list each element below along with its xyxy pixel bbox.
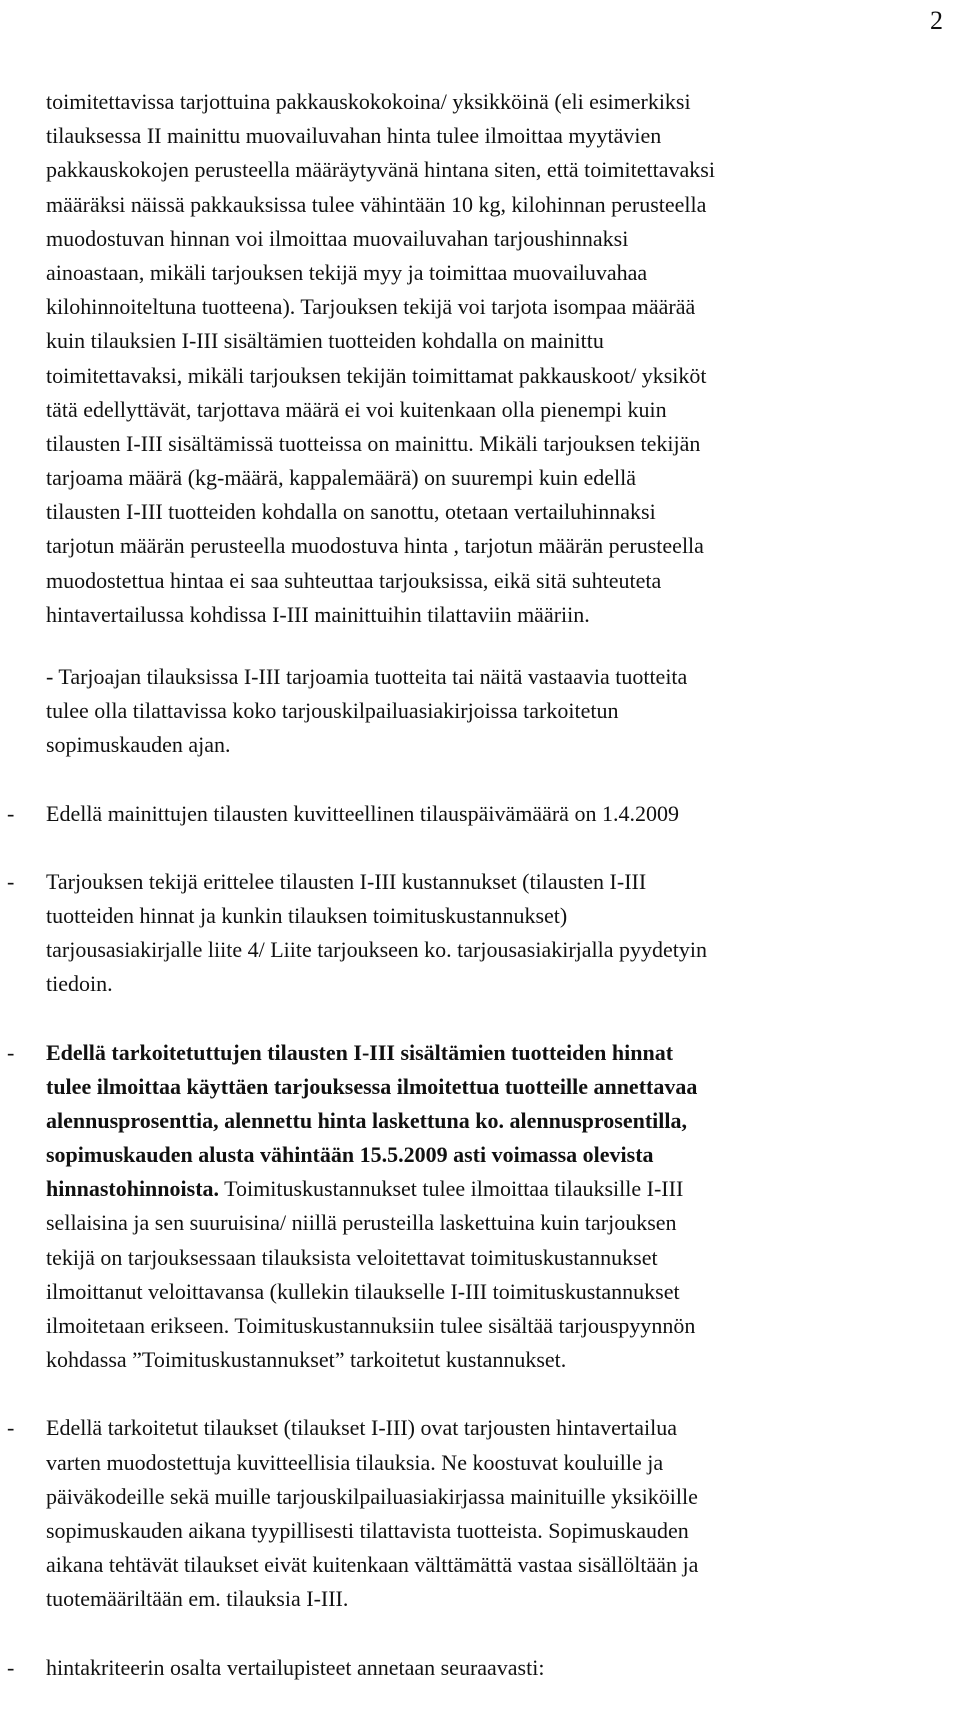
text-line: tarjoama määrä (kg-määrä, kappalemäärä) on suurempi kuin edellä	[46, 465, 637, 491]
text-line: muodostettua hintaa ei saa suhteuttaa tarjouksissa, eikä sitä suhteuteta	[46, 567, 662, 593]
text-line: ainoastaan, mikäli tarjouksen tekijä myy ja toimittaa muovailuvahaa	[46, 259, 648, 285]
text-line: hintavertailussa kohdissa I-III mainittuihin tilattaviin määriin.	[46, 601, 590, 627]
text-line: tarjousasiakirjalle liite 4/ Liite tarjoukseen ko. tarjousasiakirjalla pyydetyin	[46, 937, 708, 963]
bold-text-line: Edellä tarkoitetuttujen tilausten I-III sisältämien tuotteiden hinnat	[46, 1039, 674, 1065]
text-line: hintakriteerin osalta vertailupisteet annetaan seuraavasti:	[46, 1654, 545, 1680]
text-line: kohdassa ”Toimituskustannukset” tarkoitetut kustannukset.	[46, 1347, 567, 1373]
list-item-5	[0, 1651, 960, 1685]
text-line	[46, 1172, 960, 1206]
bold-text-span: hinnastohinnoista.	[46, 1176, 220, 1202]
bold-text-line: tulee ilmoittaa käyttäen tarjouksessa ilmoitettua tuotteille annettavaa	[46, 1073, 698, 1099]
list-item-2	[0, 865, 960, 1002]
text-line: sopimuskauden aikana tyypillisesti tilattavista tuotteista. Sopimuskauden	[46, 1517, 689, 1543]
list-dash: -	[7, 1039, 15, 1065]
text-line: muodostuvan hinnan voi ilmoittaa muovailuvahan tarjoushinnaksi	[46, 225, 629, 251]
text-line: tuotemääriltään em. tilauksia I-III.	[46, 1586, 349, 1612]
text-line: Edellä mainittujen tilausten kuvitteellinen tilauspäivämäärä on 1.4.2009	[46, 800, 679, 826]
text-line: - Tarjoajan tilauksissa I-III tarjoamia tuotteita tai näitä vastaavia tuotteita	[46, 664, 688, 689]
bold-text-line: sopimuskauden alusta vähintään 15.5.2009 asti voimassa olevista	[46, 1142, 654, 1168]
text-span: Toimituskustannukset tulee ilmoittaa tilauksille I-III	[219, 1176, 684, 1202]
list-dash: -	[7, 1654, 15, 1680]
text-line: Edellä tarkoitetut tilaukset (tilaukset I-III) ovat tarjousten hintavertailua	[46, 1415, 678, 1441]
text-line: tilausten I-III tuotteiden kohdalla on sanottu, otetaan vertailuhinnaksi	[46, 499, 656, 525]
list-dash: -	[7, 800, 15, 826]
page-number: 2	[930, 6, 943, 35]
text-line: tilauksessa II mainittu muovailuvahan hinta tulee ilmoittaa myytävien	[46, 123, 662, 149]
text-line: määräksi näissä pakkauksissa tulee vähintään 10 kg, kilohinnan perusteella	[46, 191, 707, 217]
text-line: ilmoittanut veloittavansa (kullekin tilaukselle I-III toimituskustannukset	[46, 1278, 680, 1304]
text-line: sopimuskauden ajan.	[46, 732, 231, 758]
text-line: aikana tehtävät tilaukset eivät kuitenkaan välttämättä vastaa sisällöltään ja	[46, 1552, 699, 1578]
document-body	[0, 85, 960, 1685]
list-item-3	[0, 1036, 960, 1378]
text-line: tuotteiden hinnat ja kunkin tilauksen toimituskustannukset)	[46, 902, 568, 928]
text-line: ilmoitetaan erikseen. Toimituskustannuksiin tulee sisältää tarjouspyynnön	[46, 1313, 696, 1338]
bold-text-line: alennusprosenttia, alennettu hinta laskettuna ko. alennusprosentilla,	[46, 1107, 687, 1133]
text-line: päiväkodeille sekä muille tarjouskilpailuasiakirjassa mainituille yksiköille	[46, 1483, 698, 1509]
text-line: toimitettavaksi, mikäli tarjouksen tekijän toimittamat pakkauskoot/ yksiköt	[46, 362, 707, 388]
list-item-4	[0, 1411, 960, 1616]
text-line: toimitettavissa tarjottuina pakkauskokokoina/ yksikköinä (eli esimerkiksi	[46, 89, 691, 114]
text-line: tätä edellyttävät, tarjottava määrä ei voi kuitenkaan olla pienempi kuin	[46, 396, 667, 422]
text-line: Tarjouksen tekijä erittelee tilausten I-III kustannukset (tilausten I-III	[46, 868, 647, 894]
text-line: kilohinnoiteltuna tuotteena). Tarjouksen tekijä voi tarjota isompaa määrää	[46, 294, 696, 320]
paragraph-2	[0, 660, 960, 763]
list-dash: -	[7, 868, 15, 894]
list-dash: -	[7, 1415, 15, 1441]
paragraph-1	[0, 85, 960, 632]
text-line: tilausten I-III sisältämissä tuotteissa on mainittu. Mikäli tarjouksen tekijän	[46, 430, 701, 456]
text-line: tiedoin.	[46, 971, 113, 997]
list-item-1	[0, 797, 960, 831]
text-line: tulee olla tilattavissa koko tarjouskilpailuasiakirjoissa tarkoitetun	[46, 698, 619, 724]
text-line: tarjotun määrän perusteella muodostuva hinta , tarjotun määrän perusteella	[46, 533, 704, 559]
text-line: sellaisina ja sen suuruisina/ niillä perusteilla laskettuina kuin tarjouksen	[46, 1210, 677, 1236]
text-line: kuin tilauksien I-III sisältämien tuotteiden kohdalla on mainittu	[46, 328, 604, 354]
text-line: varten muodostettuja kuvitteellisia tilauksia. Ne koostuvat kouluille ja	[46, 1449, 664, 1475]
text-line: pakkauskokojen perusteella määräytyvänä hintana siten, että toimitettavaksi	[46, 157, 715, 183]
text-line: tekijä on tarjouksessaan tilauksista veloitettavat toimituskustannukset	[46, 1244, 658, 1270]
